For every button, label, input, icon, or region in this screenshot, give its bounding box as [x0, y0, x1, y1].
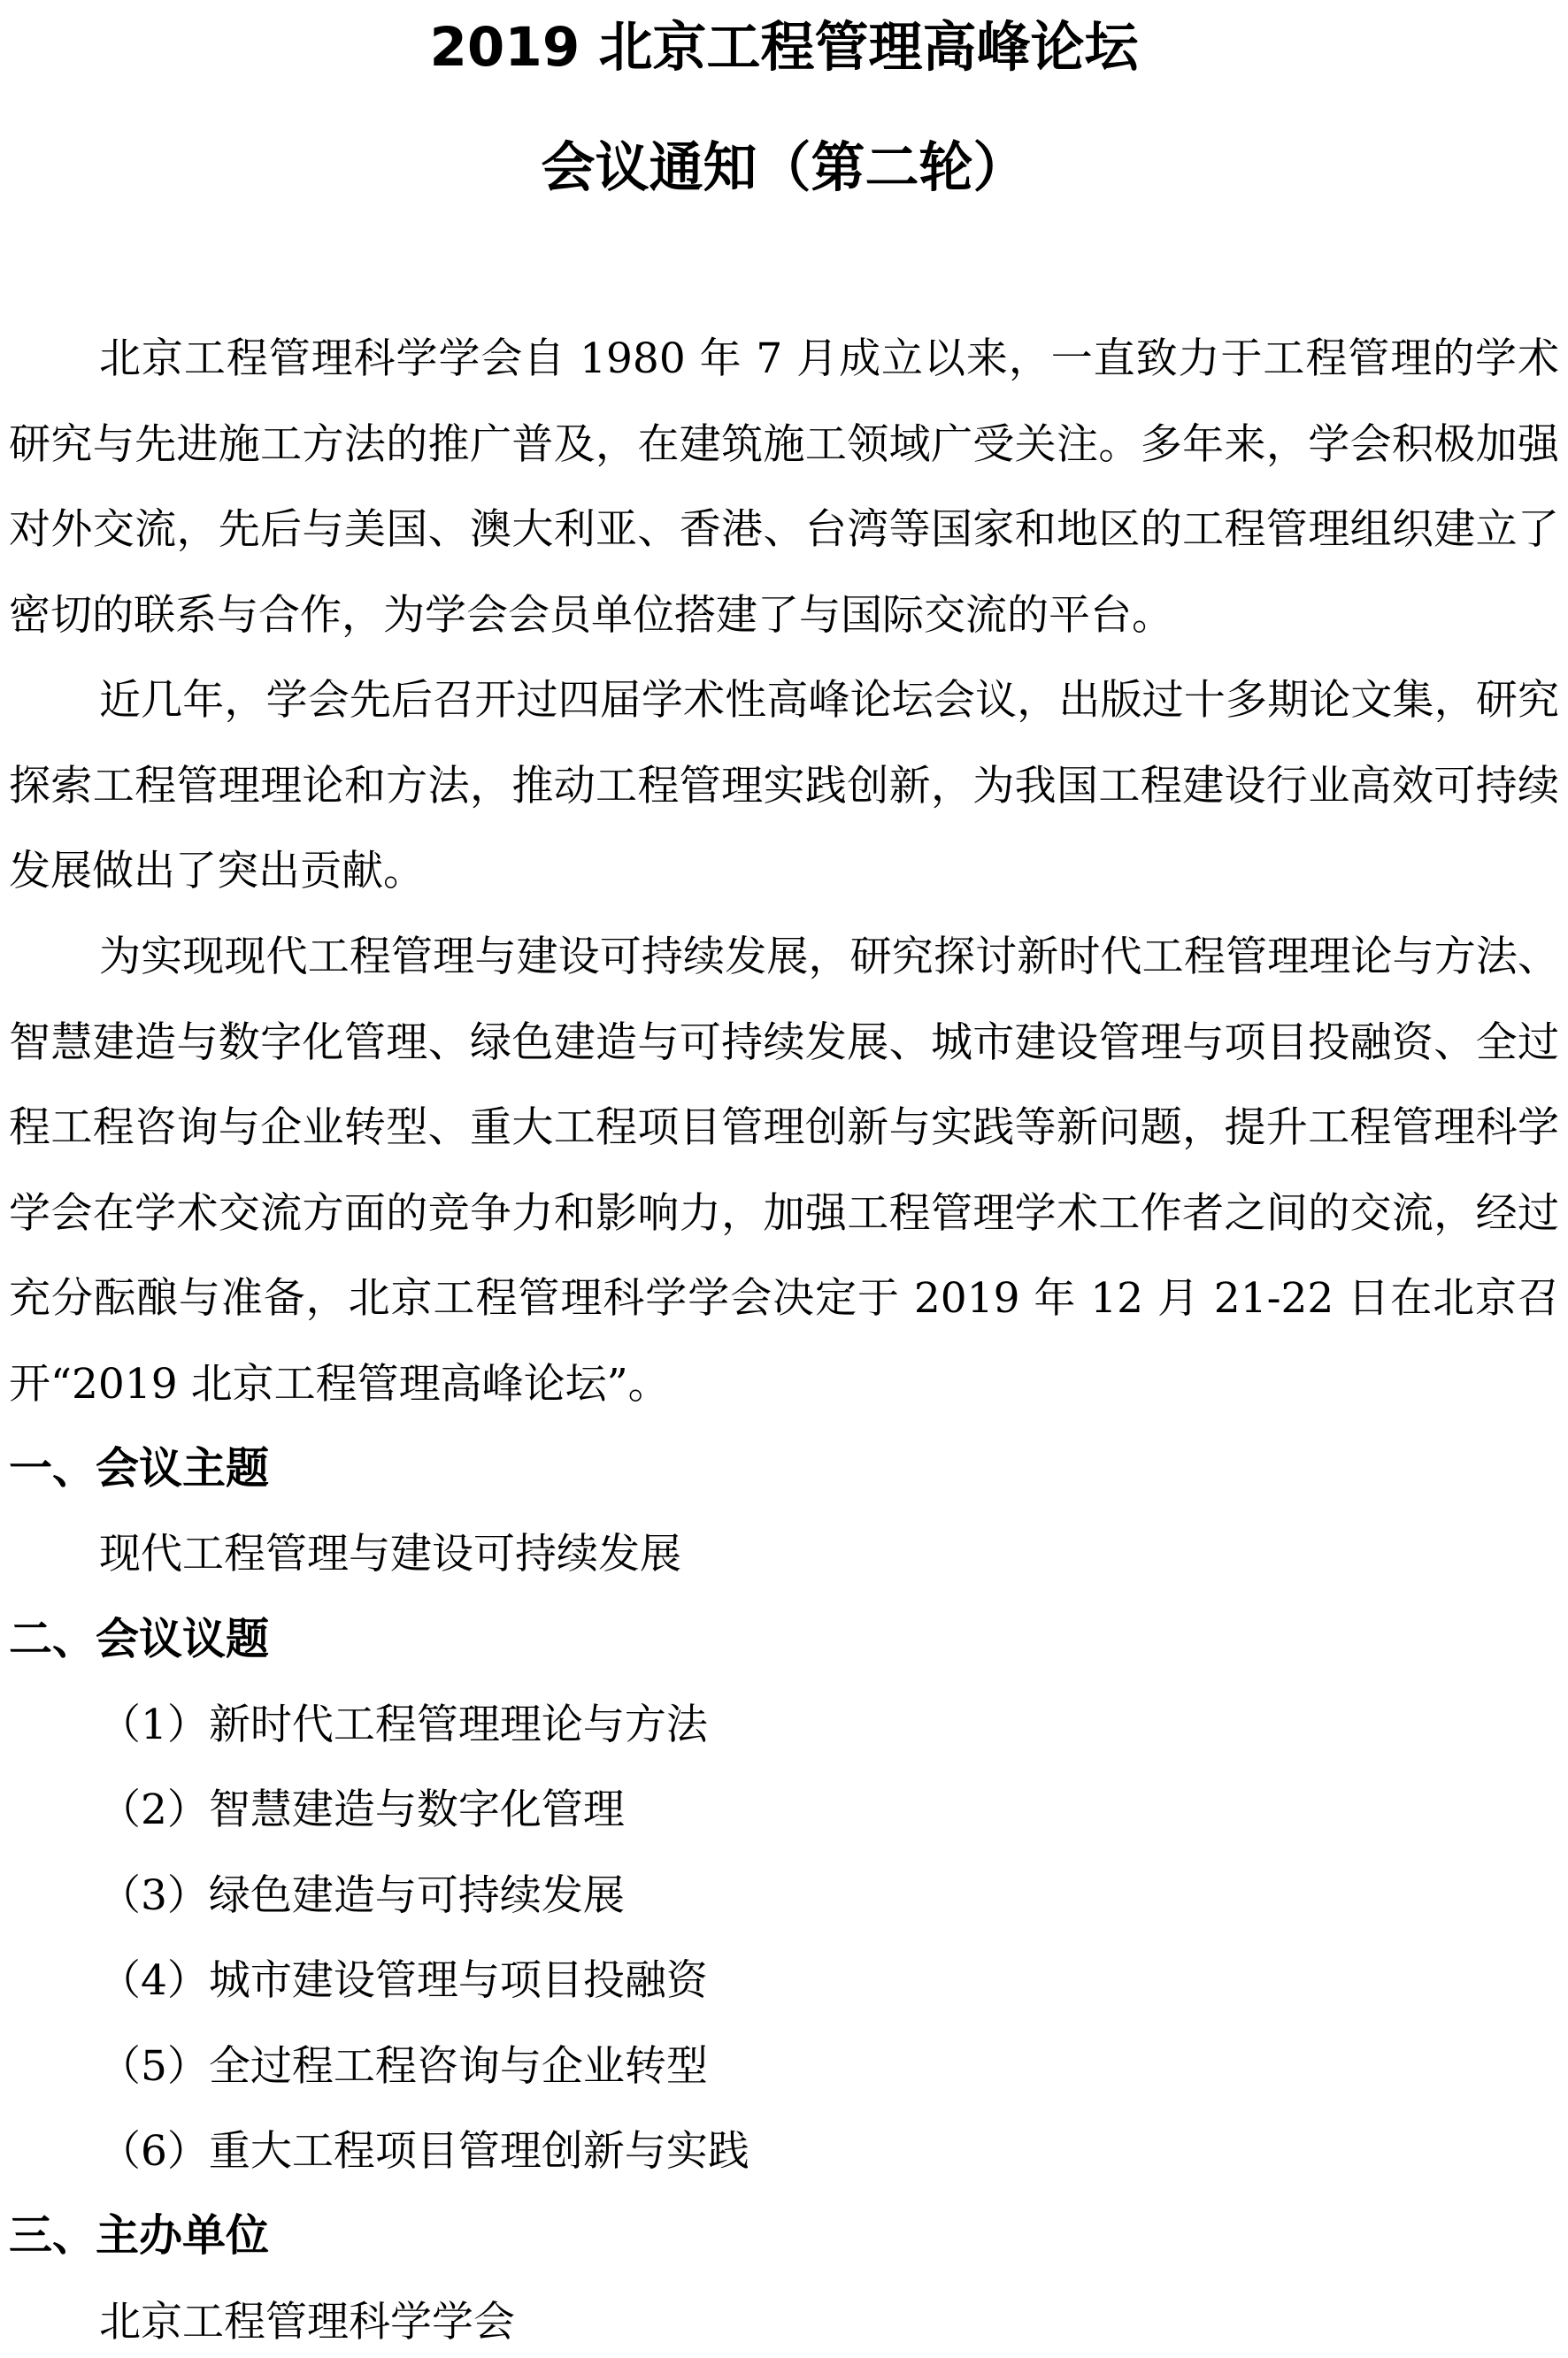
conference-theme: 现代工程管理与建设可持续发展 [99, 1530, 681, 1578]
intro-paragraph-1: 北京工程管理科学学会自 1980 年 7 月成立以来，一直致力于工程管理的学术研究与先进施工方法的推广普及，在建筑施工领域广受关注。多年来，学会积极加强对外交流，先后与美国、澳大利亚、香港、台湾等国家和地区的工程管理组织建立了密切的联系与合作，为学会会员单位搭建了与国际交流的平台。 [9, 334, 1559, 640]
topic-item: （2）智慧建造与数字化管理 [99, 1786, 625, 1834]
topic-item: （5）全过程工程咨询与企业转型 [99, 2042, 708, 2091]
document-title: 2019 北京工程管理高峰论坛 [429, 16, 1139, 79]
topic-item: （1）新时代工程管理理论与方法 [99, 1701, 708, 1749]
section-heading-topics: 二、会议议题 [9, 1614, 270, 1664]
topic-item: （6）重大工程项目管理创新与实践 [99, 2127, 749, 2176]
organizer-name: 北京工程管理科学学会 [99, 2298, 515, 2346]
document-subtitle: 会议通知（第二轮） [541, 136, 1027, 199]
intro-paragraph-2: 近几年，学会先后召开过四届学术性高峰论坛会议，出版过十多期论文集，研究探索工程管理理论和方法，推动工程管理实践创新，为我国工程建设行业高效可持续发展做出了突出贡献。 [9, 676, 1559, 895]
intro-paragraph-3: 为实现现代工程管理与建设可持续发展，研究探讨新时代工程管理理论与方法、智慧建造与数字化管理、绿色建造与可持续发展、城市建设管理与项目投融资、全过程工程咨询与企业转型、重大工程项目管理创新与实践等新问题，提升工程管理科学学会在学术交流方面的竞争力和影响力，加强工程管理学术工作者之间的交流，经过充分酝酿与准备，北京工程管理科学学会决定于 2019 年 12 月 21-22 日在北京召开“2019 北京工程管理高峰论坛”。 [9, 933, 1559, 1409]
topic-item: （4）城市建设管理与项目投融资 [99, 1956, 708, 2005]
section-heading-theme: 一、会议主题 [9, 1443, 270, 1494]
section-heading-organizer: 三、主办单位 [9, 2210, 270, 2261]
topic-item: （3）绿色建造与可持续发展 [99, 1871, 625, 1920]
